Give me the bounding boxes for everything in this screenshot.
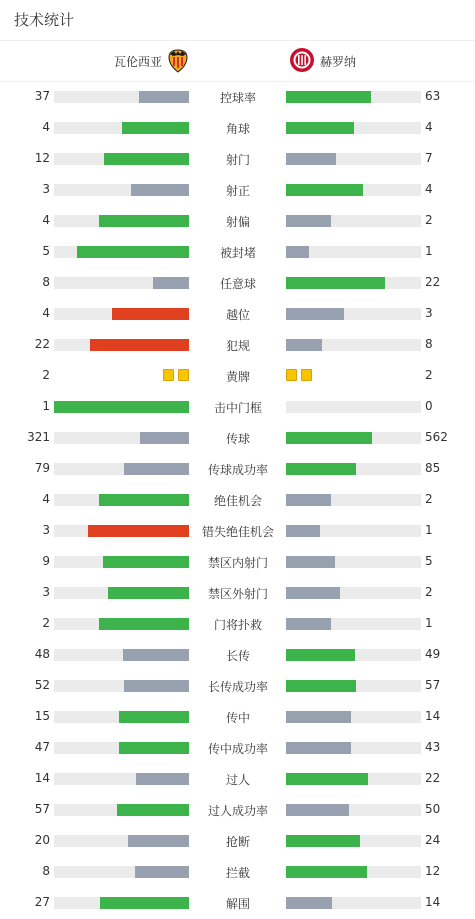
stat-row	[0, 701, 475, 732]
away-stat-value: 1	[425, 244, 433, 258]
away-stat-value: 22	[425, 275, 441, 289]
away-bar-fill	[286, 804, 349, 816]
away-bar-fill	[286, 773, 368, 785]
home-yellow-cards	[163, 369, 189, 381]
stat-row	[0, 825, 475, 856]
home-stat-value: 15	[34, 709, 50, 723]
home-bar-track	[54, 649, 189, 661]
home-stat-value: 4	[42, 492, 50, 506]
home-stat-value: 4	[42, 213, 50, 227]
away-stat-value: 57	[425, 678, 441, 692]
home-bar-fill	[100, 897, 189, 909]
home-stat-value: 47	[34, 740, 50, 754]
away-bar-track	[286, 773, 421, 785]
away-bar-fill	[286, 215, 331, 227]
away-bar-track	[286, 184, 421, 196]
home-bar-track	[54, 308, 189, 320]
home-stat-value: 3	[42, 585, 50, 599]
stat-label: 禁区内射门	[207, 556, 268, 570]
away-bar-fill	[286, 618, 331, 630]
away-bar-track	[286, 277, 421, 289]
home-bar-track	[54, 711, 189, 723]
home-bar-fill	[139, 91, 189, 103]
home-bar-fill	[119, 711, 189, 723]
stat-label: 传球	[225, 432, 250, 446]
home-stat-value: 37	[34, 89, 50, 103]
away-bar-track	[286, 618, 421, 630]
yellow-card-icon	[163, 369, 174, 381]
home-bar-fill	[124, 463, 189, 475]
away-bar-fill	[286, 122, 354, 134]
teams-header	[0, 41, 475, 82]
stat-label: 错失绝佳机会	[201, 525, 274, 539]
home-stat-value: 27	[34, 895, 50, 909]
away-stat-value: 24	[425, 833, 441, 847]
away-stat-value: 12	[425, 864, 441, 878]
away-bar-track	[286, 215, 421, 227]
stat-label: 长传	[225, 649, 250, 663]
away-bar-fill	[286, 711, 351, 723]
stat-label: 击中门框	[213, 401, 262, 415]
away-bar-track	[286, 525, 421, 537]
home-stat-value: 48	[34, 647, 50, 661]
stat-row	[0, 484, 475, 515]
stat-row	[0, 267, 475, 298]
away-stat-value: 2	[425, 368, 433, 382]
away-stat-value: 4	[425, 182, 433, 196]
stat-label: 被封堵	[219, 246, 256, 260]
away-yellow-cards	[286, 369, 312, 381]
away-bar-fill	[286, 525, 320, 537]
home-stat-value: 8	[42, 275, 50, 289]
away-stat-value: 2	[425, 213, 433, 227]
away-stat-value: 43	[425, 740, 441, 754]
away-bar-fill	[286, 153, 336, 165]
away-stat-value: 3	[425, 306, 433, 320]
stat-row	[0, 887, 475, 918]
home-bar-fill	[136, 773, 189, 785]
away-bar-track	[286, 463, 421, 475]
home-bar-fill	[119, 742, 189, 754]
stat-label: 黄牌	[225, 370, 250, 384]
stat-label: 禁区外射门	[207, 587, 268, 601]
home-bar-fill	[90, 339, 189, 351]
stat-label: 角球	[225, 122, 250, 136]
home-stat-value: 52	[34, 678, 50, 692]
home-bar-track	[54, 618, 189, 630]
away-bar-track	[286, 122, 421, 134]
home-bar-fill	[128, 835, 189, 847]
stat-row	[0, 453, 475, 484]
stat-label: 抢断	[225, 835, 250, 849]
stat-row	[0, 763, 475, 794]
home-stat-value: 9	[42, 554, 50, 568]
away-bar-track	[286, 649, 421, 661]
away-bar-fill	[286, 432, 372, 444]
stat-row	[0, 81, 475, 112]
stat-row	[0, 391, 475, 422]
away-bar-fill	[286, 463, 356, 475]
away-bar-fill	[286, 680, 356, 692]
away-stat-value: 4	[425, 120, 433, 134]
away-bar-track	[286, 308, 421, 320]
stats-list	[0, 81, 475, 918]
home-bar-fill	[112, 308, 189, 320]
stat-label: 绝佳机会	[213, 494, 262, 508]
home-stat-value: 2	[42, 368, 50, 382]
away-stat-value: 0	[425, 399, 433, 413]
home-bar-track	[54, 246, 189, 258]
away-bar-track	[286, 153, 421, 165]
stat-row	[0, 174, 475, 205]
away-stat-value: 5	[425, 554, 433, 568]
home-stat-value: 321	[27, 430, 50, 444]
home-bar-fill	[99, 494, 189, 506]
home-bar-track	[54, 804, 189, 816]
home-bar-track	[54, 742, 189, 754]
away-bar-track	[286, 556, 421, 568]
stat-label: 射偏	[225, 215, 250, 229]
home-team-name[interactable]: 瓦伦西亚	[113, 55, 162, 69]
home-stat-value: 57	[34, 802, 50, 816]
home-bar-fill	[135, 866, 189, 878]
stat-row	[0, 205, 475, 236]
away-team-name[interactable]: 赫罗纳	[320, 55, 357, 69]
home-bar-track	[54, 680, 189, 692]
page-title: 技术统计	[0, 0, 475, 41]
yellow-card-icon	[286, 369, 297, 381]
stat-label: 长传成功率	[207, 680, 268, 694]
stat-label: 射正	[225, 184, 250, 198]
stat-row	[0, 856, 475, 887]
home-bar-fill	[54, 401, 189, 413]
away-bar-track	[286, 246, 421, 258]
stat-row	[0, 360, 475, 391]
stat-label: 射门	[225, 153, 250, 167]
away-stat-value: 63	[425, 89, 441, 103]
away-bar-track	[286, 91, 421, 103]
stat-row	[0, 608, 475, 639]
away-bar-fill	[286, 184, 363, 196]
stat-row	[0, 515, 475, 546]
away-bar-fill	[286, 742, 351, 754]
home-stat-value: 79	[34, 461, 50, 475]
home-bar-track	[54, 556, 189, 568]
home-bar-fill	[99, 618, 189, 630]
home-bar-track	[54, 184, 189, 196]
home-bar-track	[54, 277, 189, 289]
home-bar-track	[54, 494, 189, 506]
stat-label: 门将扑救	[213, 618, 262, 632]
home-bar-track	[54, 525, 189, 537]
away-bar-fill	[286, 835, 360, 847]
away-stat-value: 22	[425, 771, 441, 785]
away-stat-value: 50	[425, 802, 441, 816]
home-bar-track	[54, 153, 189, 165]
home-stat-value: 14	[34, 771, 50, 785]
stat-label: 传球成功率	[207, 463, 268, 477]
girona-crest-icon[interactable]	[289, 47, 315, 73]
stat-label: 控球率	[219, 91, 256, 105]
stat-label: 越位	[225, 308, 250, 322]
home-stat-value: 12	[34, 151, 50, 165]
away-bar-fill	[286, 649, 355, 661]
home-bar-fill	[104, 153, 189, 165]
valencia-bat-crest-icon[interactable]	[166, 48, 190, 74]
home-bar-track	[54, 339, 189, 351]
home-bar-fill	[77, 246, 189, 258]
away-stat-value: 7	[425, 151, 433, 165]
home-bar-fill	[88, 525, 189, 537]
away-stat-value: 14	[425, 895, 441, 909]
stat-label: 传中	[225, 711, 250, 725]
away-bar-track	[286, 401, 421, 413]
stat-row	[0, 298, 475, 329]
away-bar-fill	[286, 866, 367, 878]
home-stat-value: 1	[42, 399, 50, 413]
away-stat-value: 2	[425, 492, 433, 506]
away-bar-track	[286, 680, 421, 692]
home-bar-fill	[117, 804, 189, 816]
away-bar-fill	[286, 277, 385, 289]
stat-row	[0, 143, 475, 174]
home-stat-value: 4	[42, 306, 50, 320]
away-stat-value: 8	[425, 337, 433, 351]
stat-row	[0, 112, 475, 143]
home-stat-value: 5	[42, 244, 50, 258]
stat-row	[0, 639, 475, 670]
away-bar-fill	[286, 308, 344, 320]
away-bar-fill	[286, 91, 371, 103]
home-stat-value: 3	[42, 182, 50, 196]
yellow-card-icon	[301, 369, 312, 381]
away-bar-track	[286, 339, 421, 351]
away-bar-fill	[286, 556, 335, 568]
away-bar-track	[286, 804, 421, 816]
away-bar-track	[286, 742, 421, 754]
stat-label: 传中成功率	[207, 742, 268, 756]
home-bar-fill	[103, 556, 189, 568]
yellow-card-icon	[178, 369, 189, 381]
away-bar-fill	[286, 587, 340, 599]
away-stat-value: 49	[425, 647, 441, 661]
away-bar-track	[286, 897, 421, 909]
home-bar-fill	[122, 122, 190, 134]
home-bar-track	[54, 587, 189, 599]
home-bar-fill	[153, 277, 189, 289]
home-bar-track	[54, 866, 189, 878]
home-bar-track	[54, 835, 189, 847]
away-bar-track	[286, 711, 421, 723]
stat-row	[0, 670, 475, 701]
away-stat-value: 1	[425, 616, 433, 630]
home-bar-fill	[140, 432, 189, 444]
home-bar-track	[54, 215, 189, 227]
home-stat-value: 8	[42, 864, 50, 878]
home-stat-value: 4	[42, 120, 50, 134]
stat-label: 过人成功率	[207, 804, 268, 818]
stat-row	[0, 236, 475, 267]
away-bar-track	[286, 835, 421, 847]
away-bar-fill	[286, 897, 332, 909]
home-bar-fill	[99, 215, 189, 227]
home-stat-value: 2	[42, 616, 50, 630]
stat-row	[0, 546, 475, 577]
home-bar-track	[54, 463, 189, 475]
away-bar-track	[286, 587, 421, 599]
away-stat-value: 1	[425, 523, 433, 537]
away-stat-value: 85	[425, 461, 441, 475]
away-stat-value: 14	[425, 709, 441, 723]
away-bar-track	[286, 494, 421, 506]
away-bar-fill	[286, 339, 322, 351]
stat-row	[0, 422, 475, 453]
home-stat-value: 3	[42, 523, 50, 537]
away-stat-value: 562	[425, 430, 448, 444]
stat-row	[0, 732, 475, 763]
home-bar-track	[54, 897, 189, 909]
home-bar-track	[54, 91, 189, 103]
stat-row	[0, 794, 475, 825]
away-bar-fill	[286, 246, 309, 258]
home-bar-fill	[108, 587, 189, 599]
stat-label: 解围	[225, 897, 250, 911]
away-stat-value: 2	[425, 585, 433, 599]
stat-label: 犯规	[225, 339, 250, 353]
home-bar-fill	[124, 680, 189, 692]
home-bar-track	[54, 122, 189, 134]
stat-label: 过人	[225, 773, 250, 787]
away-bar-fill	[286, 494, 331, 506]
home-bar-track	[54, 401, 189, 413]
stat-label: 拦截	[225, 866, 250, 880]
home-stat-value: 22	[34, 337, 50, 351]
home-stat-value: 20	[34, 833, 50, 847]
away-bar-track	[286, 432, 421, 444]
home-bar-fill	[123, 649, 189, 661]
stat-row	[0, 577, 475, 608]
away-bar-track	[286, 866, 421, 878]
home-bar-fill	[131, 184, 189, 196]
home-bar-track	[54, 773, 189, 785]
home-bar-track	[54, 432, 189, 444]
stat-row	[0, 329, 475, 360]
stat-label: 任意球	[219, 277, 256, 291]
